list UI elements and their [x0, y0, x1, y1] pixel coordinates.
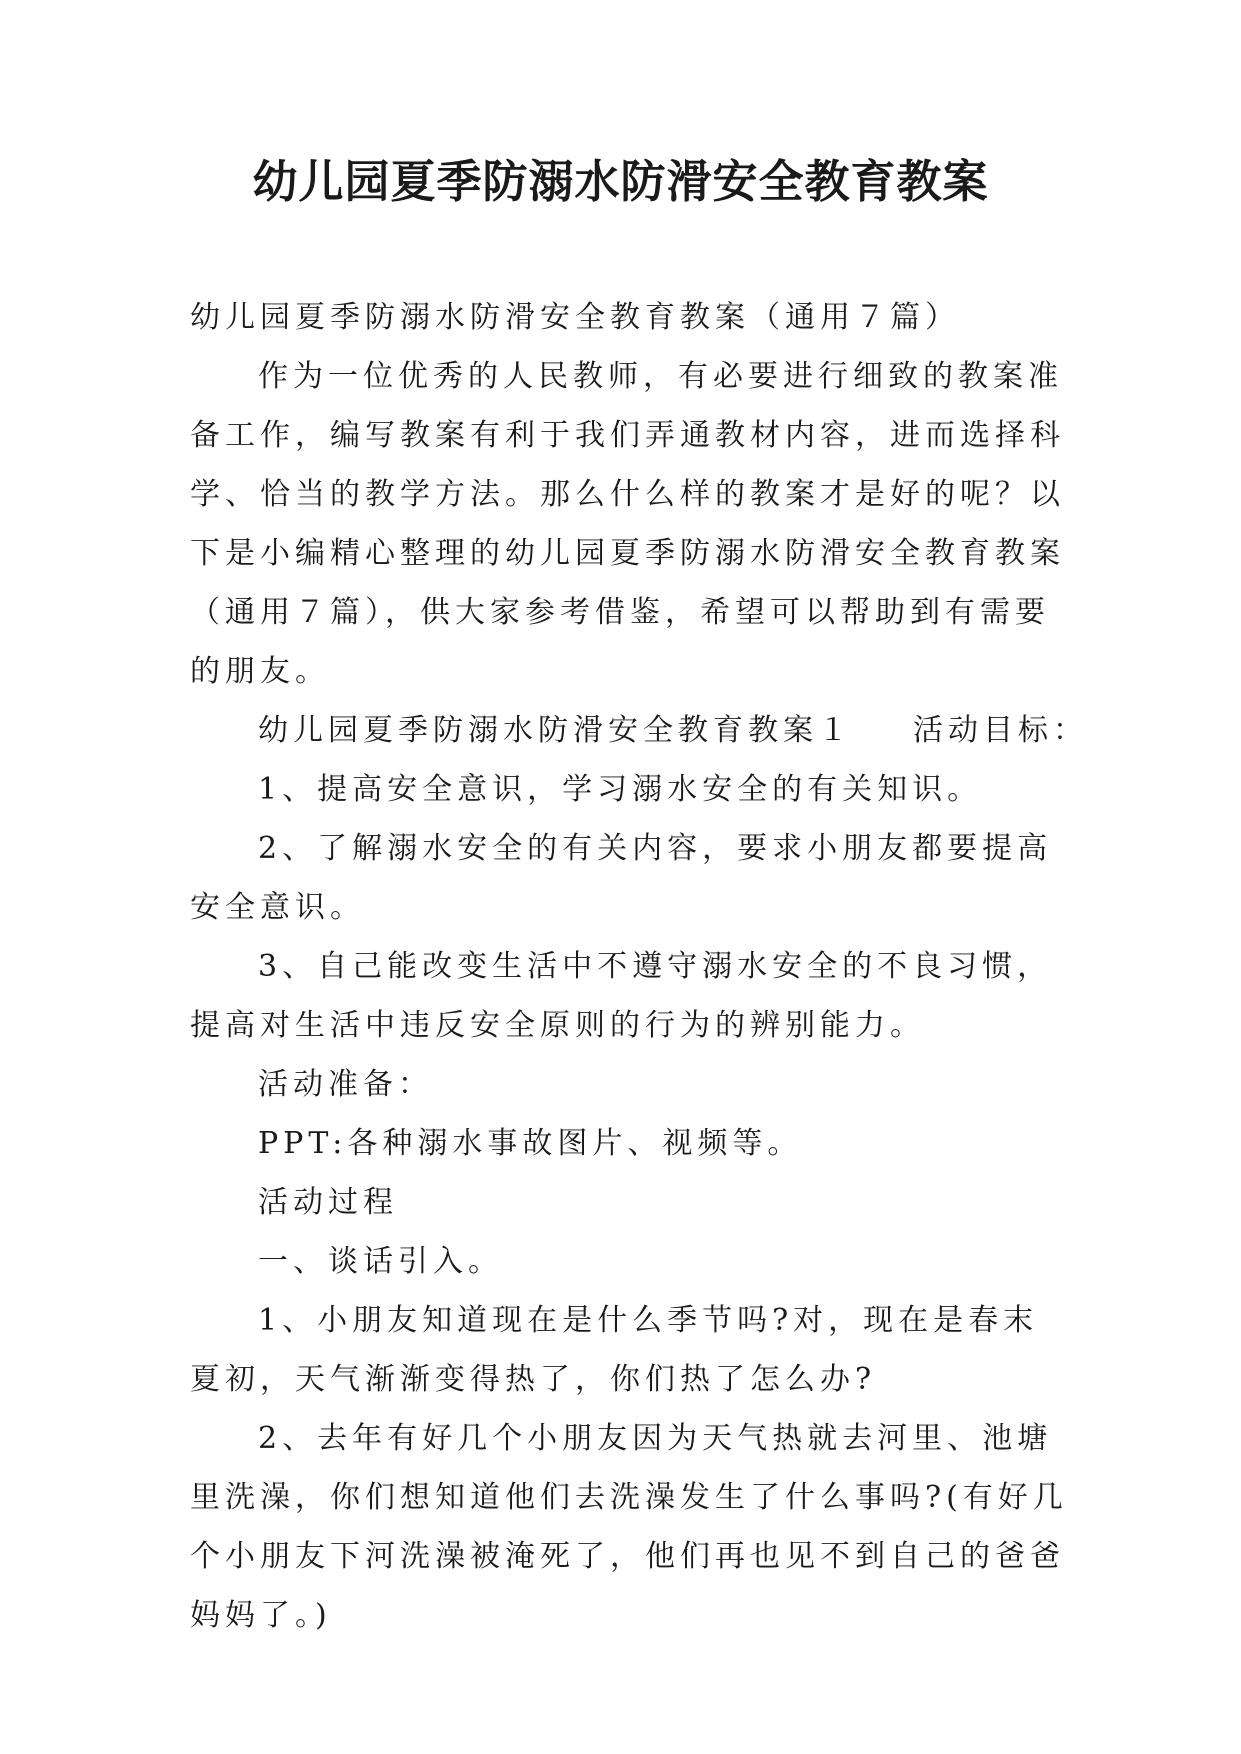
goal-item-2: 2、了解溺水安全的有关内容，要求小朋友都要提高安全意识。 — [190, 831, 1053, 925]
question-paragraph-2: 2、去年有好几个小朋友因为天气热就去河里、池塘里洗澡，你们想知道他们去洗澡发生了什么事吗?(有好几个小朋友下河洗澡被淹死了，他们再也见不到自己的爸爸妈妈了。) — [190, 1421, 1068, 1633]
document-subtitle: 幼儿园夏季防溺水防滑安全教育教案（通用７篇） — [190, 300, 960, 335]
question-paragraph-1: 1、小朋友知道现在是什么季节吗?对，现在是春末夏初，天气渐渐变得热了，你们热了怎么办? — [190, 1303, 1039, 1397]
step1-heading: 一、谈话引入。 — [258, 1244, 503, 1279]
goals-label: 活动目标： — [913, 713, 1088, 748]
goal-item-3: 3、自己能改变生活中不遵守溺水安全的不良习惯，提高对生活中违反安全原则的行为的辨别能力。 — [190, 949, 1053, 1043]
prep-label: 活动准备： — [258, 1067, 433, 1102]
document-title: 幼儿园夏季防溺水防滑安全教育教案 — [252, 155, 989, 208]
section1-heading: 幼儿园夏季防溺水防滑安全教育教案１ — [258, 713, 853, 748]
section-heading-line — [190, 701, 1088, 760]
prep-content: PPT:各种溺水事故图片、视频等。 — [258, 1126, 803, 1161]
goal-item-1: 1、提高安全意识，学习溺水安全的有关知识。 — [258, 772, 983, 807]
document-body — [190, 288, 1088, 1645]
intro-paragraph: 作为一位优秀的人民教师，有必要进行细致的教案准备工作，编写教案有利于我们弄通教材内容，进而选择科学、恰当的教学方法。那么什么样的教案才是好的呢？以下是小编精心整理的幼儿园夏季防溺水防滑安全教育教案（通用７篇），供大家参考借鉴，希望可以帮助到有需要的朋友。 — [190, 359, 1065, 689]
process-label: 活动过程 — [258, 1185, 398, 1220]
